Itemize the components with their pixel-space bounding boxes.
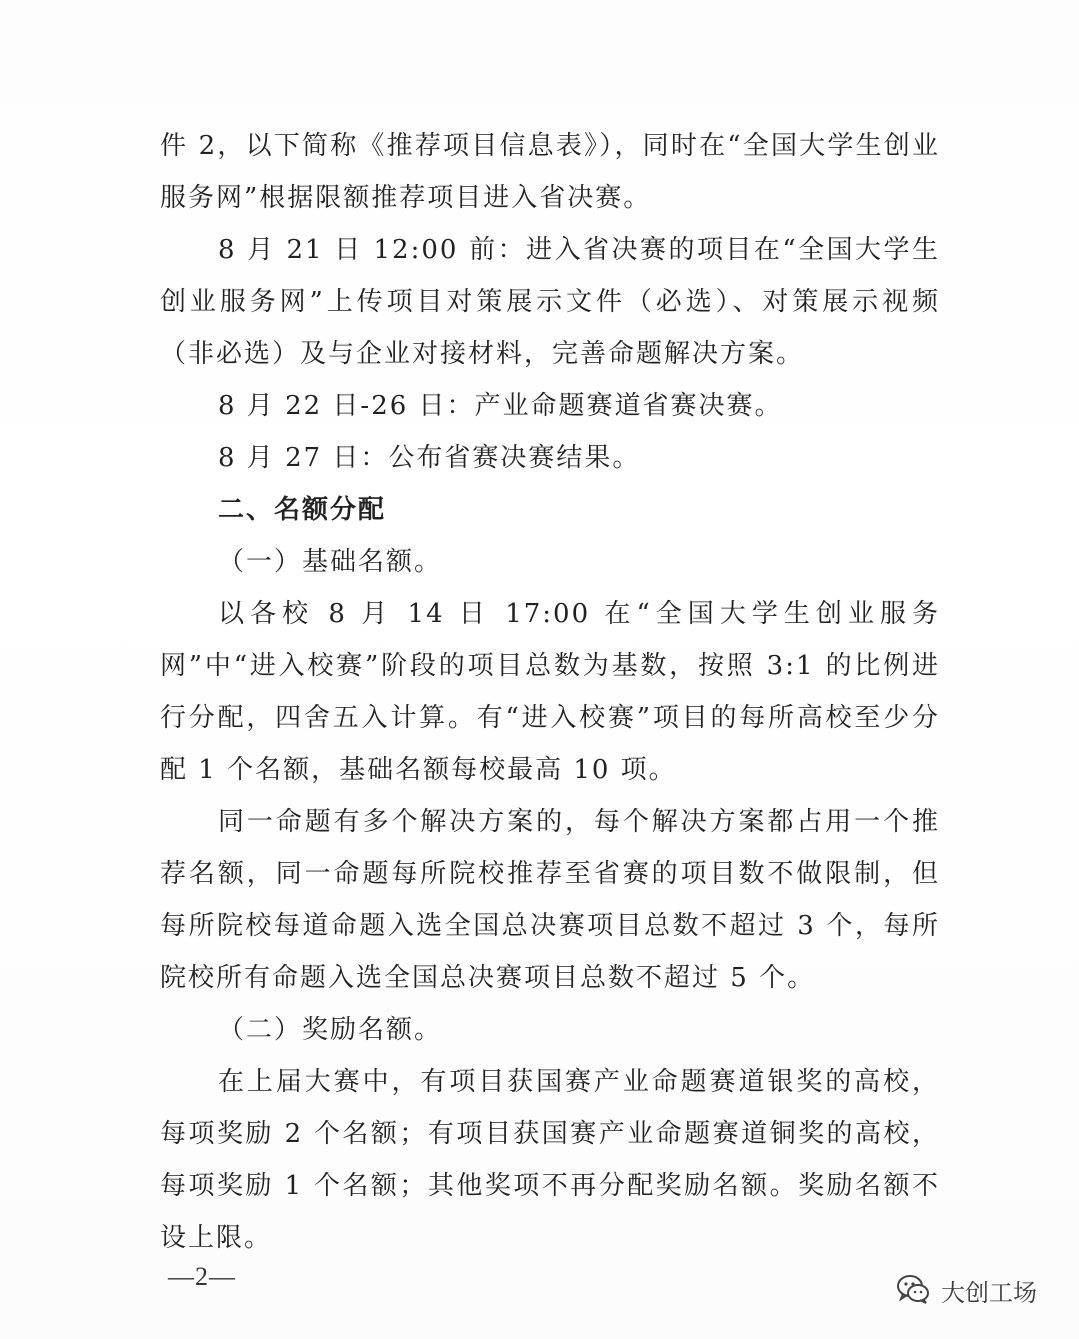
subsection-title-basic-quota: （一）基础名额。 [218, 547, 443, 577]
section-title-quota-allocation: 二、名额分配 [218, 495, 387, 525]
paragraph-basic-quota-2: 同一命题有多个解决方案的，每个解决方案都占用一个推荐名额，同一命题每所院校推荐至省赛的项目数不做限制，但每所院校每道命题入选全国总决赛项目总数不超过 3 个，每所院校所有命题入选全国总决赛项目总数不超过 5 个。 [160, 807, 940, 993]
page-number: —2— [168, 1262, 236, 1291]
paragraph-basic-quota-1: 以各校 8 月 14 日 17:00 在“全国大学生创业服务网”中“进入校赛”阶段的项目总数为基数，按照 3:1 的比例进行分配，四舍五入计算。有“进入校赛”项目的每所高校至少分配 1 个名额，基础名额每校最高 10 项。 [160, 599, 940, 785]
paragraph-1: 件 2，以下简称《推荐项目信息表》），同时在“全国大学生创业服务网”根据限额推荐项目进入省决赛。 [160, 131, 940, 213]
watermark [895, 1272, 1037, 1308]
watermark-label: 大创工场 [941, 1278, 1037, 1307]
paragraph-reward-quota-1: 在上届大赛中，有项目获国赛产业命题赛道银奖的高校，每项奖励 2 个名额；有项目获国赛产业命题赛道铜奖的高校，每项奖励 1 个名额；其他奖项不再分配奖励名额。奖励名额不设上限。 [160, 1067, 940, 1253]
subsection-title-reward-quota: （二）奖励名额。 [218, 1015, 443, 1045]
paragraph-2: 8 月 21 日 12:00 前：进入省决赛的项目在“全国大学生创业服务网”上传项目对策展示文件（必选）、对策展示视频（非必选）及与企业对接材料，完善命题解决方案。 [160, 235, 940, 369]
paragraph-4: 8 月 27 日：公布省赛决赛结果。 [218, 443, 641, 473]
document-body [160, 120, 940, 1264]
wechat-icon [895, 1272, 931, 1308]
paragraph-3: 8 月 22 日-26 日：产业命题赛道省赛决赛。 [218, 391, 783, 421]
